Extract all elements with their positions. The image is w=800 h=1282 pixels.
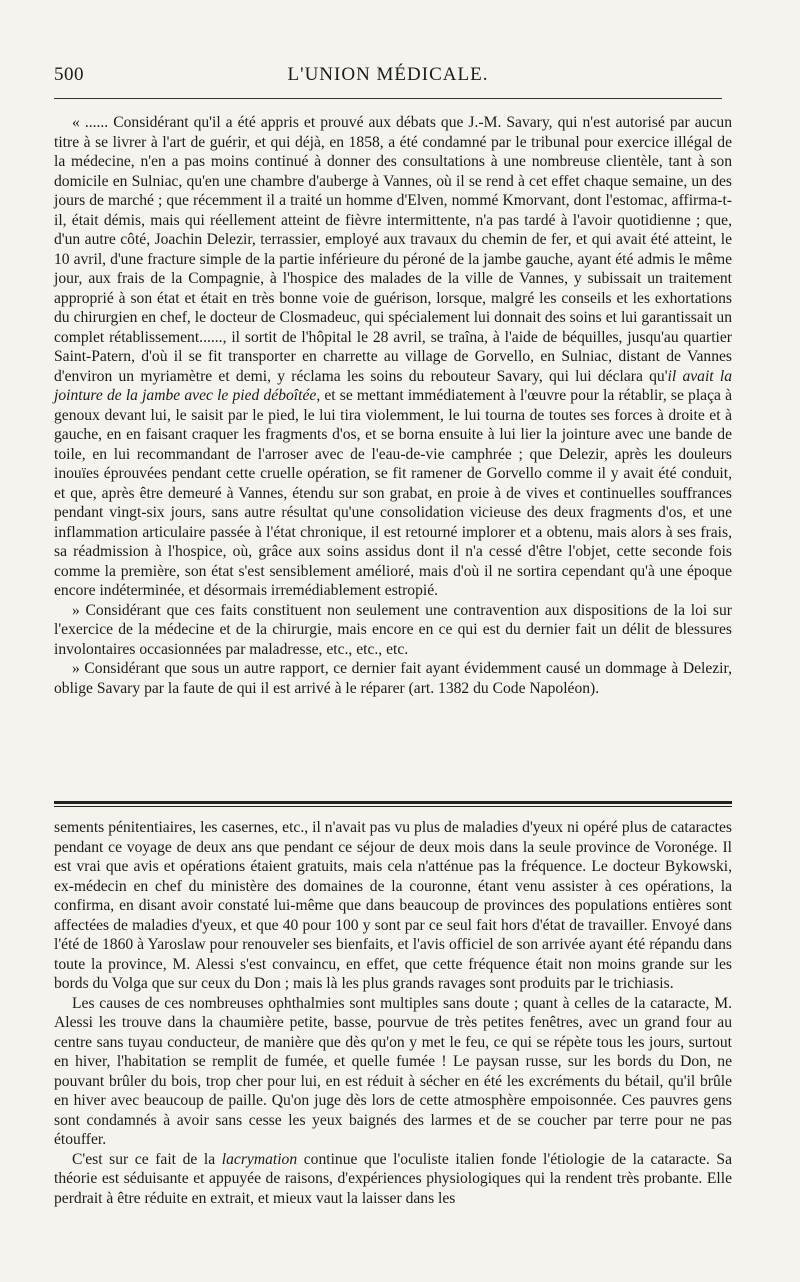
- text-run: , et se mettant immédiatement à l'œuvre pour la rétablir, se plaça à genoux devant lui, le saisit par le pied, le lui tira violemment, le lui tourna de toutes ses forces à droite et à gauche, en en faisant craquer les fragments d'os, et se borna ensuite à lui lier la jointure avec une bande de toile, en lui recommandant de l'arroser avec de l'eau-de-vie camphrée ; que Delezir, après les douleurs inouïes éprouvées pendant cette cruelle opération, se fit ramener de Gorvello comme il y avait été conduit, et que, après être demeuré à Vannes, étendu sur son grabat, en proie à de vives et continuelles souffrances pendant vingt-six jours, sans autre résultat qu'une consolidation vicieuse des deux fragments d'os, et une inflammation articulaire passée à l'état chronique, il est retourné implorer et a obtenu, mais alors à ses frais, sa réadmission à l'hospice, où, grâce aux soins assidus dont il n'a cessé d'être l'objet, cette seconde fois comme la première, son état s'est sensiblement amélioré, mais d'où il ne sortira cependant qu'à une époque encore indéterminée, et désormais irremédiablement estropié.: [54, 387, 733, 599]
- italic-term: lacrymation: [221, 1150, 298, 1168]
- running-title: L'UNION MÉDICALE.: [287, 64, 489, 85]
- italic-quote: il avait la jointure de la jambe avec le pied déboîtée: [54, 367, 732, 404]
- paragraph: sements pénitentiaires, les casernes, etc., il n'avait pas vu plus de maladies d'yeux ni opéré plus de cataractes pendant ce voyage de deux ans que pendant ce séjour de deux mois dans la seule province de Voronége. Il est vrai que avis et opérations étaient gratuits, mais cela n'atténue pas la fréquence. Le docteur Bykowski, ex-médecin en chef du ministère des domaines de la couronne, étant venu assister à ces opérations, la confirma, en disant avoir constaté lui-même que dans beaucoup de provinces des populations entières sont affectées de maladies d'yeux, et que 40 pour 100 y sont par ce seul fait hors d'état de travailler. Envoyé dans l'été de 1860 à Yaroslaw pour renouveler ses bienfaits, et l'avis officiel de son arrivée ayant été répandu dans toute la province, M. Alessi s'est convaincu, en effet, que cette fréquence était non moins grande sur les bords du Volga que sur ceux du Don ; mais là les plus grands ravages sont produits par le trichiasis.: [54, 819, 732, 992]
- page-header: [54, 64, 722, 94]
- court-judgment-text: [54, 113, 732, 698]
- paragraph: [54, 113, 732, 601]
- paragraph: Les causes de ces nombreuses ophthalmies sont multiples sans doute ; quant à celles de la cataracte, M. Alessi les trouve dans la chaumière petite, basse, pourvue de très petites fenêtres, avec un grand four au centre sans tuyau conducteur, de manière que dès qu'on y met le feu, ce qui se répète tous les jours, surtout en hiver, l'habitation se remplit de fumée, et quelle fumée ! Le paysan russe, sur les bords du Don, ne pouvant brûler du bois, trop cher pour lui, en est réduit à sécher en été les excréments du bétail, qu'il brûle en hiver avec beaucoup de paille. Qu'on juge dès lors de cette atmosphère empoisonnée. Ces pauvres gens sont condamnés à avoir sans cesse les yeux baignés des larmes et de se coucher par terre pour ne pas étouffer.: [54, 994, 732, 1148]
- text-run: « ...... Considérant qu'il a été appris et prouvé aux débats que J.-M. Savary, qui n'est autorisé par aucun titre à se livrer à l'art de guérir, et qui déjà, en 1858, a été condamné par le tribunal pour exercice illégal de la médecine, n'en a pas moins continué à donner des consultations à une nombreuse clientèle, tant à son domicile en Sulniac, qu'en une chambre d'auberge à Vannes, où il se rend à cet effet chaque semaine, un des jours de marché ; que récemment il a traité un homme d'Elven, nommé Kmorvant, dont l'estomac, affirma-t-il, était démis, mais qui réellement atteint de fièvre intermittente, n'a pas tardé à l'avoir quotidienne ; que, d'un autre côté, Joachin Delezir, terrassier, employé aux travaux du chemin de fer, et qui avait été atteint, le 10 avril, d'une fracture simple de la partie inférieure du péroné de la jambe gauche, ayant été admis le même jour, aux frais de la Compagnie, à l'hospice des malades de la ville de Vannes, y subissait un traitement approprié à son état et était en très bonne voie de guérison, lorsque, malgré les conseils et les exhortations du chirurgien en chef, le docteur de Closmadeuc, qui spécialement lui donnait des soins et lui garantissait un complet rétablissement......, il sortit de l'hôpital le 28 avril, se traîna, à l'aide de béquilles, jusqu'au quartier Saint-Patern, d'où il se fit transporter en charrette au village de Gorvello, en Sulniac, distant de Vannes d'environ un myriamètre et demi, y réclama les soins du rebouteur Savary, qui lui déclara qu': [54, 114, 732, 385]
- divider-thin-rule: [54, 806, 732, 807]
- text-run: continue que l'oculiste italien fonde l'étiologie de la cataracte. Sa théorie est séduisante et appuyée de raisons, d'expériences physiologiques qui la rendent très probante. Elle perdrait à être réduite en extrait, et mieux vaut la laisser dans les: [54, 1150, 732, 1207]
- feuilleton-text: [54, 818, 732, 1208]
- header-rule: [54, 98, 722, 99]
- paragraph: » Considérant que sous un autre rapport, ce dernier fait ayant évidemment causé un dommage à Delezir, oblige Savary par la faute de qui il est arrivé à le réparer (art. 1382 du Code Napoléon).: [54, 660, 732, 697]
- page-number: 500: [54, 64, 84, 85]
- paragraph: » Considérant que ces faits constituent non seulement une contravention aux dispositions de la loi sur l'exercice de la médecine et de la chirurgie, mais encore en ce qui est du dernier fait un délit de blessures involontaires occasionnées par maladresse, etc., etc., etc.: [54, 601, 732, 658]
- paragraph: [54, 1150, 732, 1209]
- section-divider: [54, 801, 732, 807]
- divider-thick-rule: [54, 801, 732, 804]
- text-run: C'est sur ce fait de la: [72, 1150, 222, 1168]
